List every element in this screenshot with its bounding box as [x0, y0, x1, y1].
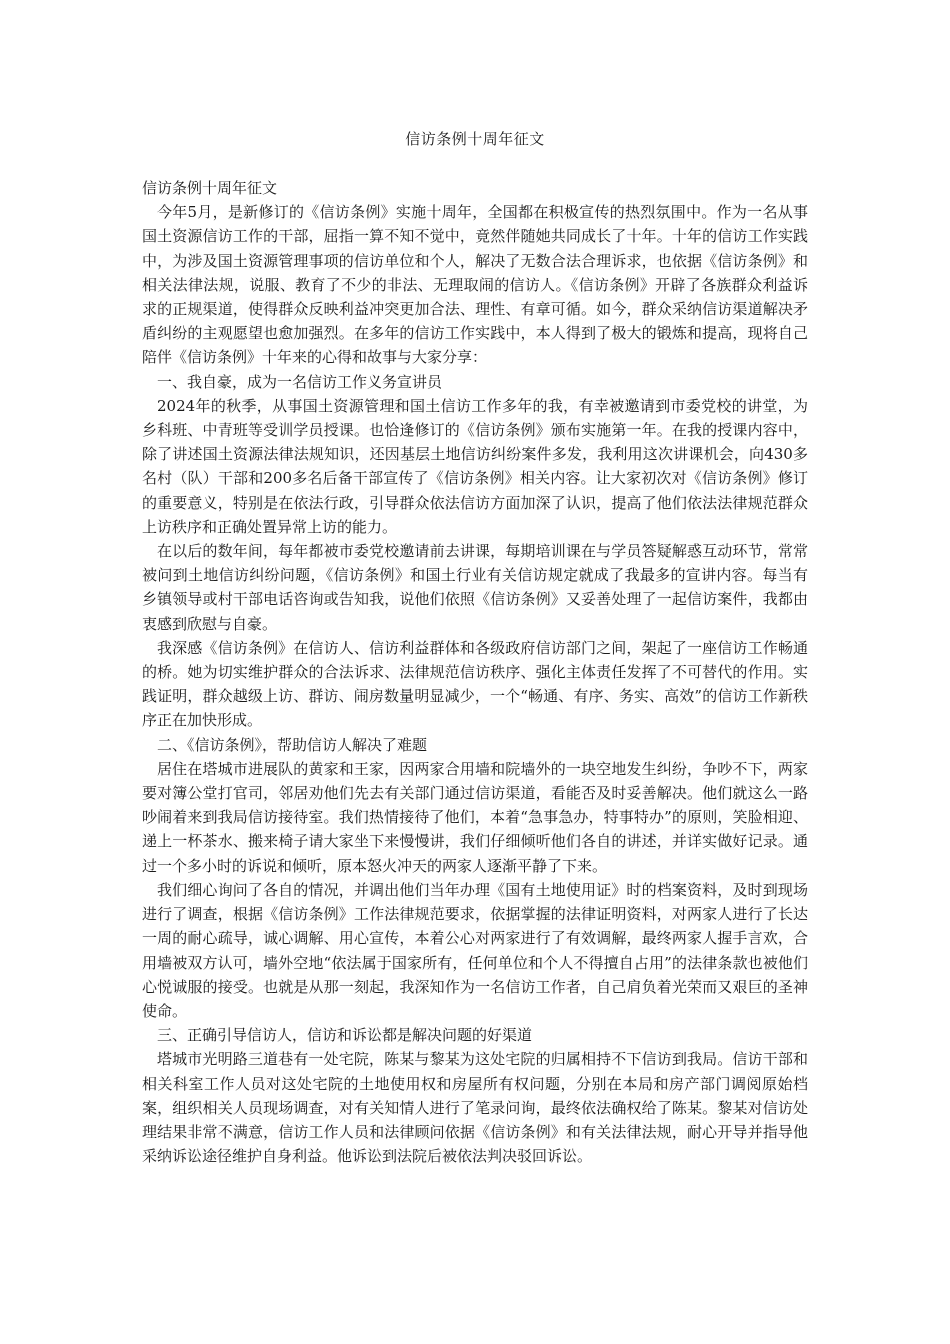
document-body [142, 176, 808, 1168]
paragraph-section2-b: 我们细心询问了各自的情况，并调出他们当年办理《国有土地使用证》时的档案资料，及时到现场进行了调查，根据《信访条例》工作法律规范要求，依据掌握的法律证明资料，对两家人进行了长达一周的耐心疏导，诚心调解、用心宣传，本着公心对两家进行了有效调解，最终两家人握手言欢，合用墙被双方认可，墙外空地“依法属于国家所有，任何单位和个人不得擅自占用”的法律条款也被他们心悦诚服的接受。也就是从那一刻起，我深知作为一名信访工作者，自己肩负着光荣而又艰巨的圣神使命。 [142, 880, 808, 1020]
paragraph-section1-a: 2024年的秋季，从事国土资源管理和国土信访工作多年的我，有幸被邀请到市委党校的讲堂，为乡科班、中青班等受训学员授课。也恰逢修订的《信访条例》颁布实施第一年。在我的授课内容中，除了讲述国土资源法律法规知识，还因基层土地信访纠纷案件多发，我利用这次讲课机会，向430多名村（队）干部和200多名后备干部宣传了《信访条例》相关内容。让大家初次对《信访条例》修订的重要意义，特别是在依法行政，引导群众依法信访方面加深了认识，提高了他们依法法律规范群众上访秩序和正确处置异常上访的能力。 [142, 396, 808, 536]
paragraph-section1-b: 在以后的数年间，每年都被市委党校邀请前去讲课，每期培训课在与学员答疑解惑互动环节，常常被问到土地信访纠纷问题，《信访条例》和国土行业有关信访规定就成了我最多的宣讲内容。每当有乡镇领导或村干部电话咨询或告知我，说他们依照《信访条例》又妥善处理了一起信访案件，我都由衷感到欣慰与自豪。 [142, 542, 808, 633]
body-heading: 信访条例十周年征文 [142, 179, 278, 197]
paragraph-section1-c: 我深感《信访条例》在信访人、信访利益群体和各级政府信访部门之间，架起了一座信访工作畅通的桥。她为切实维护群众的合法诉求、法律规范信访秩序、强化主体责任发挥了不可替代的作用。实践证明，群众越级上访、群访、闹房数量明显减少，一个“畅通、有序、务实、高效”的信访工作新秩序正在加快形成。 [142, 638, 808, 730]
paragraph-section3-a: 塔城市光明路三道巷有一处宅院，陈某与黎某为这处宅院的归属相持不下信访到我局。信访干部和相关科室工作人员对这处宅院的土地使用权和房屋所有权问题，分别在本局和房产部门调阅原始档案，组织相关人员现场调查，对有关知情人进行了笔录问询，最终依法确权给了陈某。黎某对信访处理结果非常不满意，信访工作人员和法律顾问依据《信访条例》和有关法律法规，耐心开导并指导他采纳诉讼途径维护自身利益。他诉讼到法院后被依法判决驳回诉讼。 [142, 1050, 808, 1166]
section-heading-3: 三、正确引导信访人，信访和诉讼都是解决问题的好渠道 [157, 1026, 533, 1045]
section-heading-2: 二、《信访条例》，帮助信访人解决了难题 [157, 735, 428, 754]
section-heading-1: 一、我自豪，成为一名信访工作义务宣讲员 [157, 372, 443, 391]
paragraph-section2-a: 居住在塔城市进展队的黄家和王家，因两家合用墙和院墙外的一块空地发生纠纷，争吵不下，两家要对簿公堂打官司，邻居劝他们先去有关部门通过信访渠道，看能否及时妥善解决。他们就这么一路吵闹着来到我局信访接待室。我们热情接待了他们，本着“急事急办，特事特办”的原则，笑脸相迎、递上一杯茶水、搬来椅子请大家坐下来慢慢讲，我们仔细倾听他们各自的讲述，并详实做好记录。通过一个多小时的诉说和倾听，原本怒火冲天的两家人逐渐平静了下来。 [142, 759, 808, 875]
paragraph-intro: 今年5月，是新修订的《信访条例》实施十周年，全国都在积极宣传的热烈氛围中。作为一名从事国土资源信访工作的干部，屈指一算不知不觉中，竟然伴随她共同成长了十年。十年的信访工作实践中，为涉及国土资源管理事项的信访单位和个人，解决了无数合法合理诉求，也依据《信访条例》和相关法律法规，说服、教育了不少的非法、无理取闹的信访人。《信访条例》开辟了各族群众利益诉求的正规渠道，使得群众反映利益冲突更加合法、理性、有章可循。如今，群众采纳信访渠道解决矛盾纠纷的主观愿望也愈加强烈。在多年的信访工作实践中，本人得到了极大的锻炼和提高，现将自己陪伴《信访条例》十年来的心得和故事与大家分享： [142, 203, 808, 367]
page-title: 信访条例十周年征文 [405, 130, 545, 148]
